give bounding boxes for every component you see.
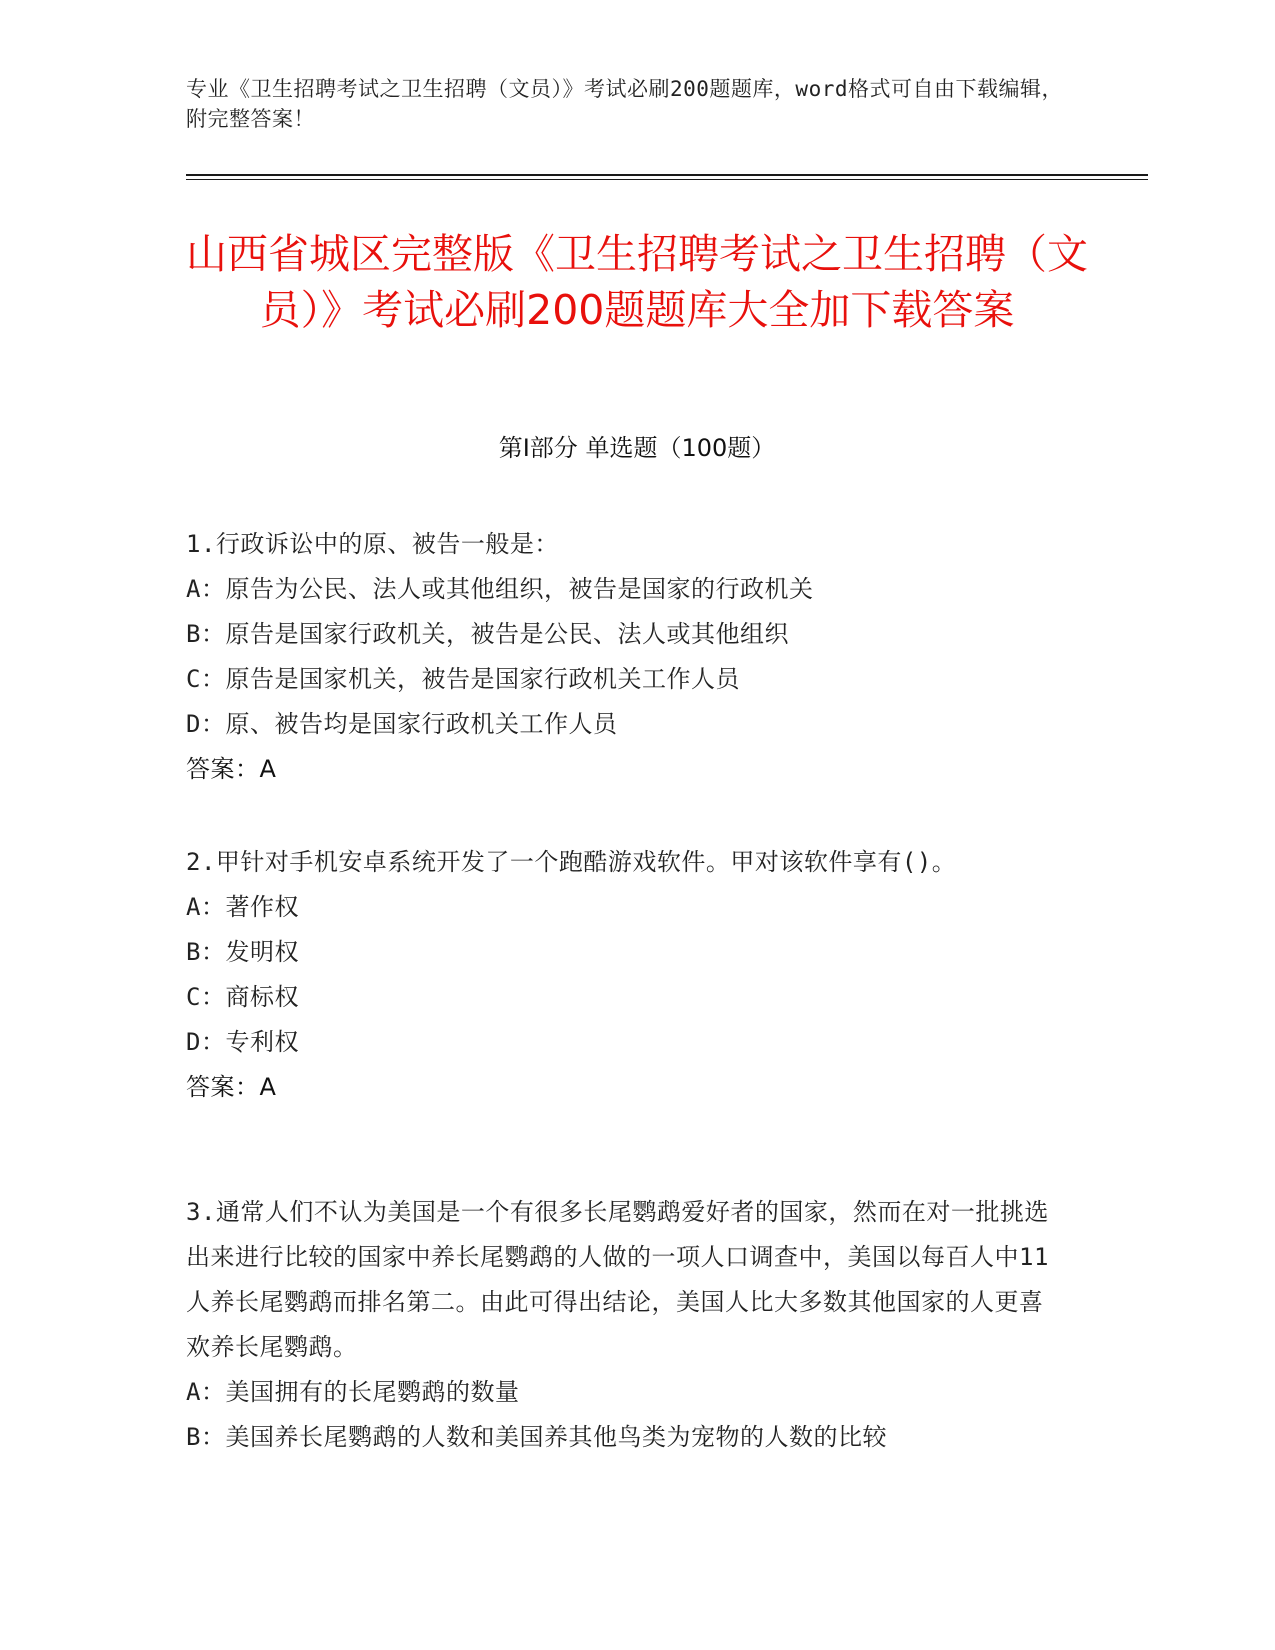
header-note: 专业《卫生招聘考试之卫生招聘（文员）》考试必刷200题题库，word格式可自由下载编辑，附完整答案！ [186,77,1063,131]
option-b: B：发明权 [186,938,299,966]
option-b: B：美国养长尾鹦鹉的人数和美国养其他鸟类为宠物的人数的比较 [186,1423,887,1451]
option-a: A：著作权 [186,893,299,921]
header-divider-thick [186,174,1148,176]
header-divider-thin [186,179,1148,180]
section-heading: 第Ⅰ部分 单选题（100题） [498,434,776,462]
option-a: A：美国拥有的长尾鹦鹉的数量 [186,1378,520,1406]
question-stem: 3.通常人们不认为美国是一个有很多长尾鹦鹉爱好者的国家，然而在对一批挑选出来进行比较的国家中养长尾鹦鹉的人做的一项人口调查中，美国以每百人中11人养长尾鹦鹉而排名第二。由此可得出结论，美国人比大多数其他国家的人更喜欢养长尾鹦鹉。 [186,1198,1049,1361]
answer-line: 答案：A [186,1073,277,1101]
question-stem: 1.行政诉讼中的原、被告一般是： [186,530,559,558]
option-b: B：原告是国家行政机关，被告是公民、法人或其他组织 [186,620,789,648]
question-3 [186,1190,1066,1460]
option-c: C：原告是国家机关，被告是国家行政机关工作人员 [186,665,740,693]
question-stem: 2.甲针对手机安卓系统开发了一个跑酷游戏软件。甲对该软件享有()。 [186,848,957,876]
option-d: D：原、被告均是国家行政机关工作人员 [186,710,618,738]
option-c: C：商标权 [186,983,299,1011]
document-title: 山西省城区完整版《卫生招聘考试之卫生招聘（文员）》考试必刷200题题库大全加下载答案 [186,230,1088,334]
option-a: A：原告为公民、法人或其他组织，被告是国家的行政机关 [186,575,814,603]
answer-line: 答案：A [186,755,277,783]
question-2 [186,840,1066,1110]
option-d: D：专利权 [186,1028,299,1056]
question-1 [186,522,1066,792]
